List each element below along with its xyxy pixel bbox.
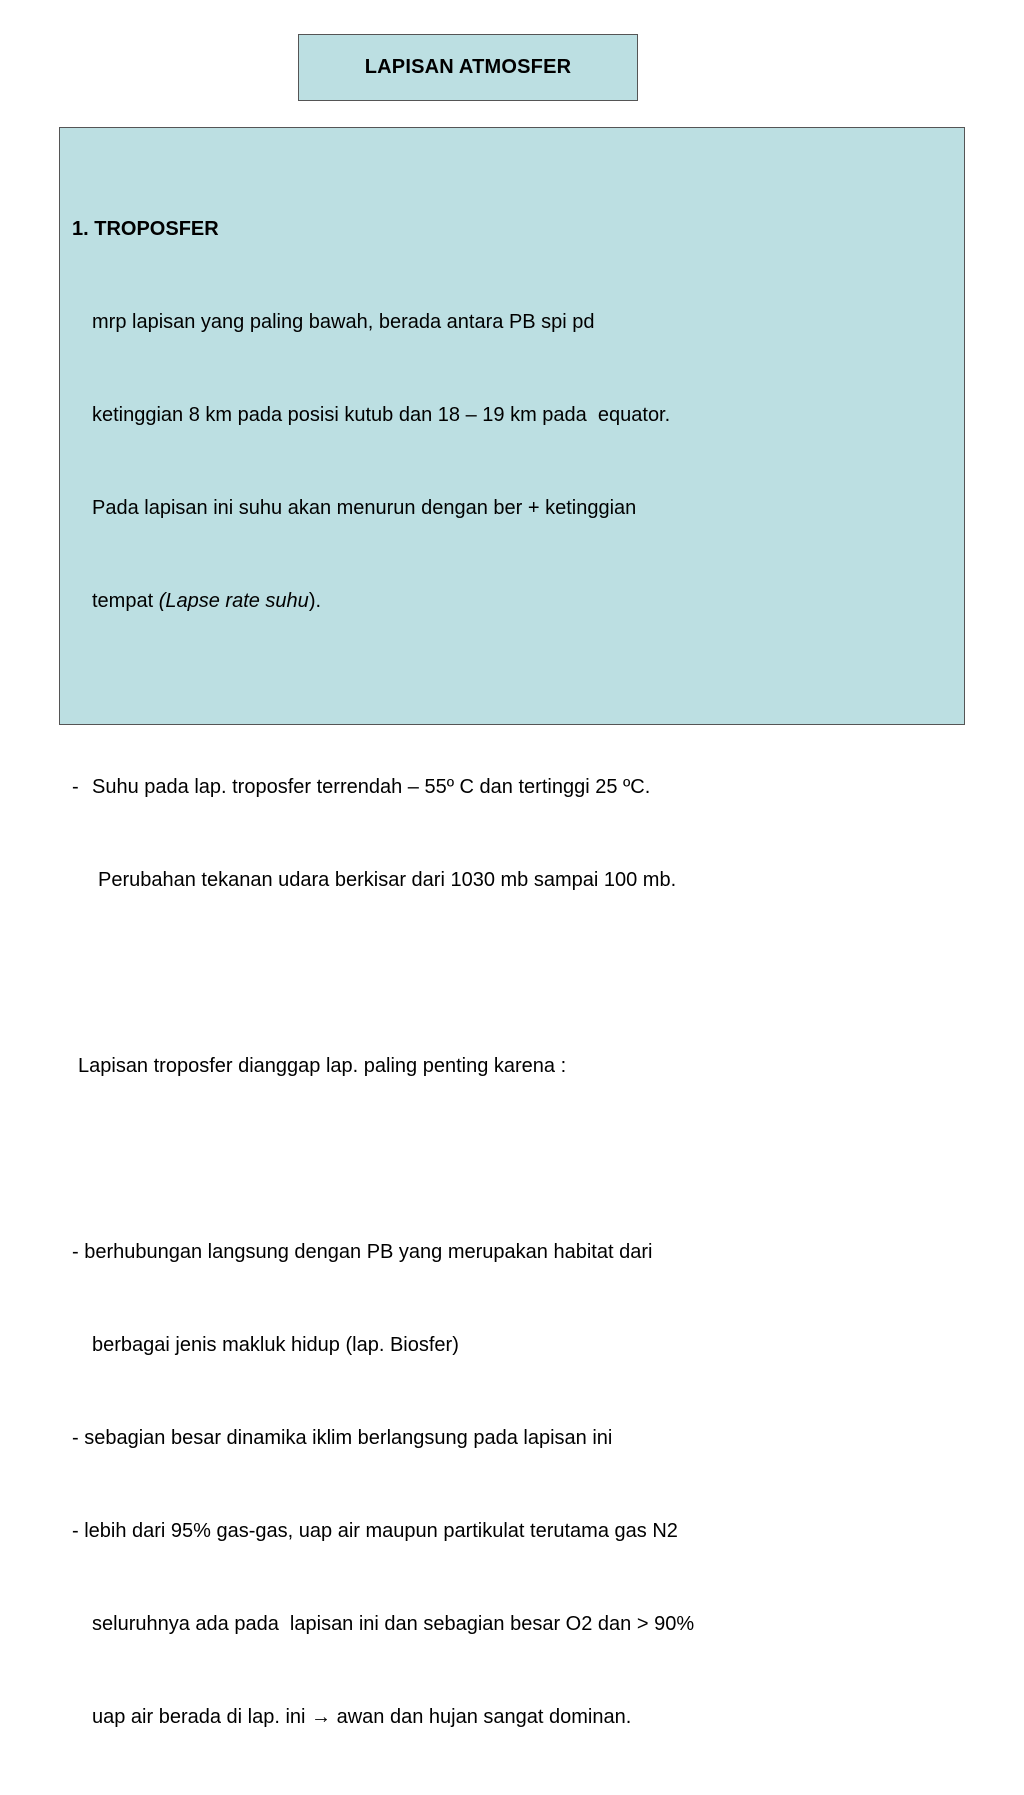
- content-box: [59, 127, 965, 1728]
- paragraph-text: tempat: [92, 590, 159, 612]
- reason-continuation: [72, 1702, 954, 1733]
- paragraph-line: [72, 586, 954, 617]
- bullet-text: Suhu pada lap. troposfer terrendah – 55º C dan tertinggi 25 ºC.: [92, 776, 651, 798]
- bullet-continuation: [72, 865, 954, 896]
- paragraph-line: [72, 307, 954, 338]
- reason-text: uap air berada di lap. ini → awan dan hujan sangat dominan.: [92, 1706, 632, 1728]
- section-heading: 1. TROPOSFER: [72, 218, 219, 240]
- reason-line: [72, 1237, 954, 1268]
- paragraph-text: ).: [308, 590, 322, 612]
- important-text: Lapisan troposfer dianggap lap. paling penting karena :: [78, 1055, 567, 1077]
- paragraph-line: [72, 493, 954, 524]
- reason-line: [72, 1423, 954, 1454]
- reason-text: berbagai jenis makluk hidup (lap. Biosfer): [92, 1334, 459, 1356]
- spacer: [72, 1144, 954, 1175]
- paragraph-line: [72, 400, 954, 431]
- slide-title: LAPISAN ATMOSFER: [364, 56, 572, 78]
- reason-text: - sebagian besar dinamika iklim berlangsung pada lapisan ini: [72, 1427, 613, 1449]
- bullet-dash: -: [72, 776, 79, 798]
- title-box: [298, 34, 638, 101]
- content-text: [72, 152, 954, 1795]
- bullet-text: Perubahan tekanan udara berkisar dari 1030 mb sampai 100 mb.: [98, 869, 677, 891]
- paragraph-text: Pada lapisan ini suhu akan menurun dengan ber + ketinggian: [92, 497, 637, 519]
- reason-continuation: [72, 1330, 954, 1361]
- reason-line: [72, 1516, 954, 1547]
- reason-text: seluruhnya ada pada lapisan ini dan sebagian besar O2 dan > 90%: [92, 1613, 695, 1635]
- spacer: [72, 958, 954, 989]
- important-line: [72, 1051, 954, 1082]
- reason-text: - berhubungan langsung dengan PB yang merupakan habitat dari: [72, 1241, 653, 1263]
- paragraph-text: ketinggian 8 km pada posisi kutub dan 18 – 19 km pada equator.: [92, 404, 671, 426]
- reason-text: - lebih dari 95% gas-gas, uap air maupun partikulat terutama gas N2: [72, 1520, 678, 1542]
- italic-term: (Lapse rate suhu: [158, 590, 309, 612]
- spacer: [72, 679, 954, 710]
- reason-continuation: [72, 1609, 954, 1640]
- paragraph-text: mrp lapisan yang paling bawah, berada antara PB spi pd: [92, 311, 595, 333]
- bullet-line: [72, 772, 954, 803]
